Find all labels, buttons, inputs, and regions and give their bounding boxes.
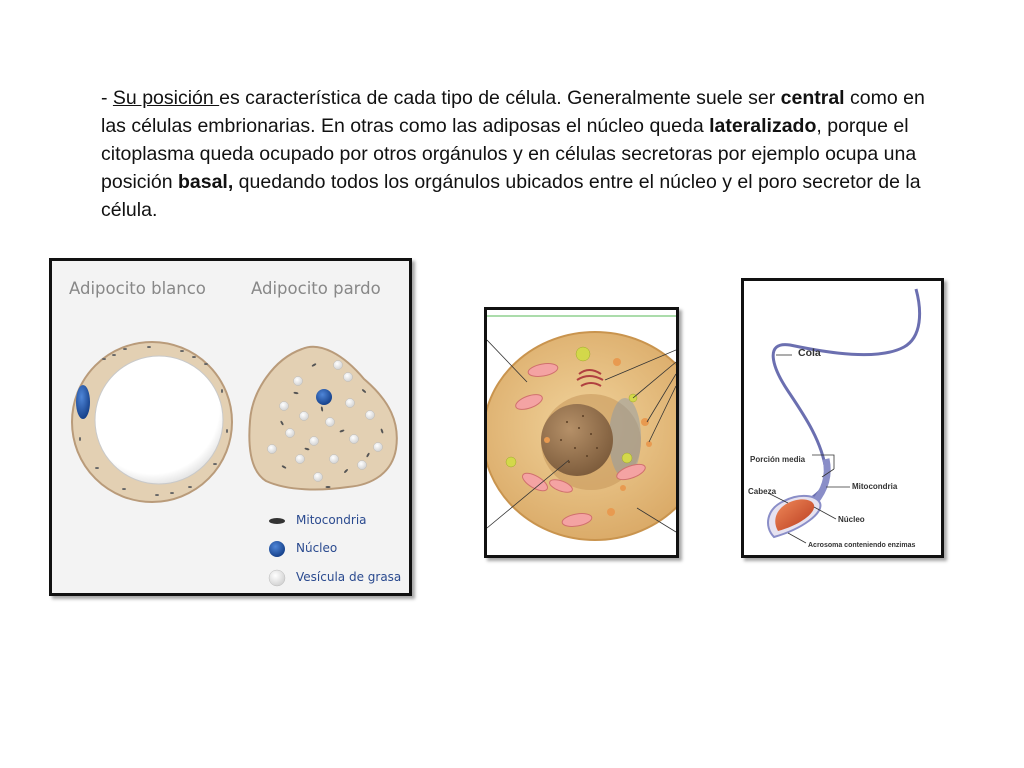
legend-fat-vesicle <box>296 570 401 584</box>
paragraph-text-1: es característica de cada tipo de célula. Generalmente suele ser <box>219 87 781 109</box>
cell-illustration <box>487 310 676 555</box>
adipocyte-figure <box>49 258 412 596</box>
label-cola: Cola <box>798 347 821 359</box>
nucleus-icon <box>269 541 285 557</box>
label-porcion-media: Porción media <box>750 455 806 464</box>
label-mitocondria: Mitocondria <box>852 482 898 491</box>
white-adipocyte-title: Adipocito blanco <box>69 279 206 298</box>
sperm-illustration <box>744 281 941 555</box>
label-acrosoma: Acrosoma conteniendo enzimas <box>808 542 916 549</box>
sperm-figure <box>741 278 944 558</box>
brown-adipocyte <box>249 347 396 490</box>
adipocyte-illustration <box>52 261 409 593</box>
description-paragraph <box>101 84 951 224</box>
paragraph-text-2: como en las células embrionarias. En otras como las adiposas el núcleo queda <box>101 87 925 137</box>
brown-adipocyte-nucleus <box>316 389 332 405</box>
cell-figure <box>484 307 679 558</box>
legend-fat-vesicle-label: Vesícula de grasa <box>296 570 402 584</box>
legend-mitochondria <box>296 513 367 527</box>
paragraph-bold-basal: basal, <box>177 171 234 193</box>
label-cabeza: Cabeza <box>748 487 777 496</box>
paragraph-dash: - <box>101 87 113 109</box>
legend-mitochondria-label: Mitocondria <box>296 513 367 527</box>
paragraph-bold-central: central <box>780 87 845 109</box>
paragraph-underlined: Su posición <box>112 87 220 109</box>
mitochondria-icon <box>269 518 285 524</box>
fat-vesicle-icon <box>269 570 285 586</box>
paragraph-text-4: quedando todos los orgánulos ubicados entre el núcleo y el poro secretor de la célula. <box>101 171 921 221</box>
paragraph-text-3: , porque el citoplasma queda ocupado por otros orgánulos y en células secretoras por ejemplo ocupa una posición <box>101 115 917 193</box>
sperm-midpiece <box>814 459 827 503</box>
sperm-tail <box>773 289 919 499</box>
legend-nucleus-label: Núcleo <box>296 541 338 555</box>
paragraph-bold-lateralizado: lateralizado <box>709 115 817 137</box>
white-adipocyte <box>72 342 232 502</box>
white-adipocyte-nucleus <box>76 385 90 419</box>
label-nucleo: Núcleo <box>838 515 865 524</box>
legend-nucleus <box>296 541 337 555</box>
brown-adipocyte-title: Adipocito pardo <box>251 279 381 298</box>
cell-nucleus <box>541 404 613 476</box>
